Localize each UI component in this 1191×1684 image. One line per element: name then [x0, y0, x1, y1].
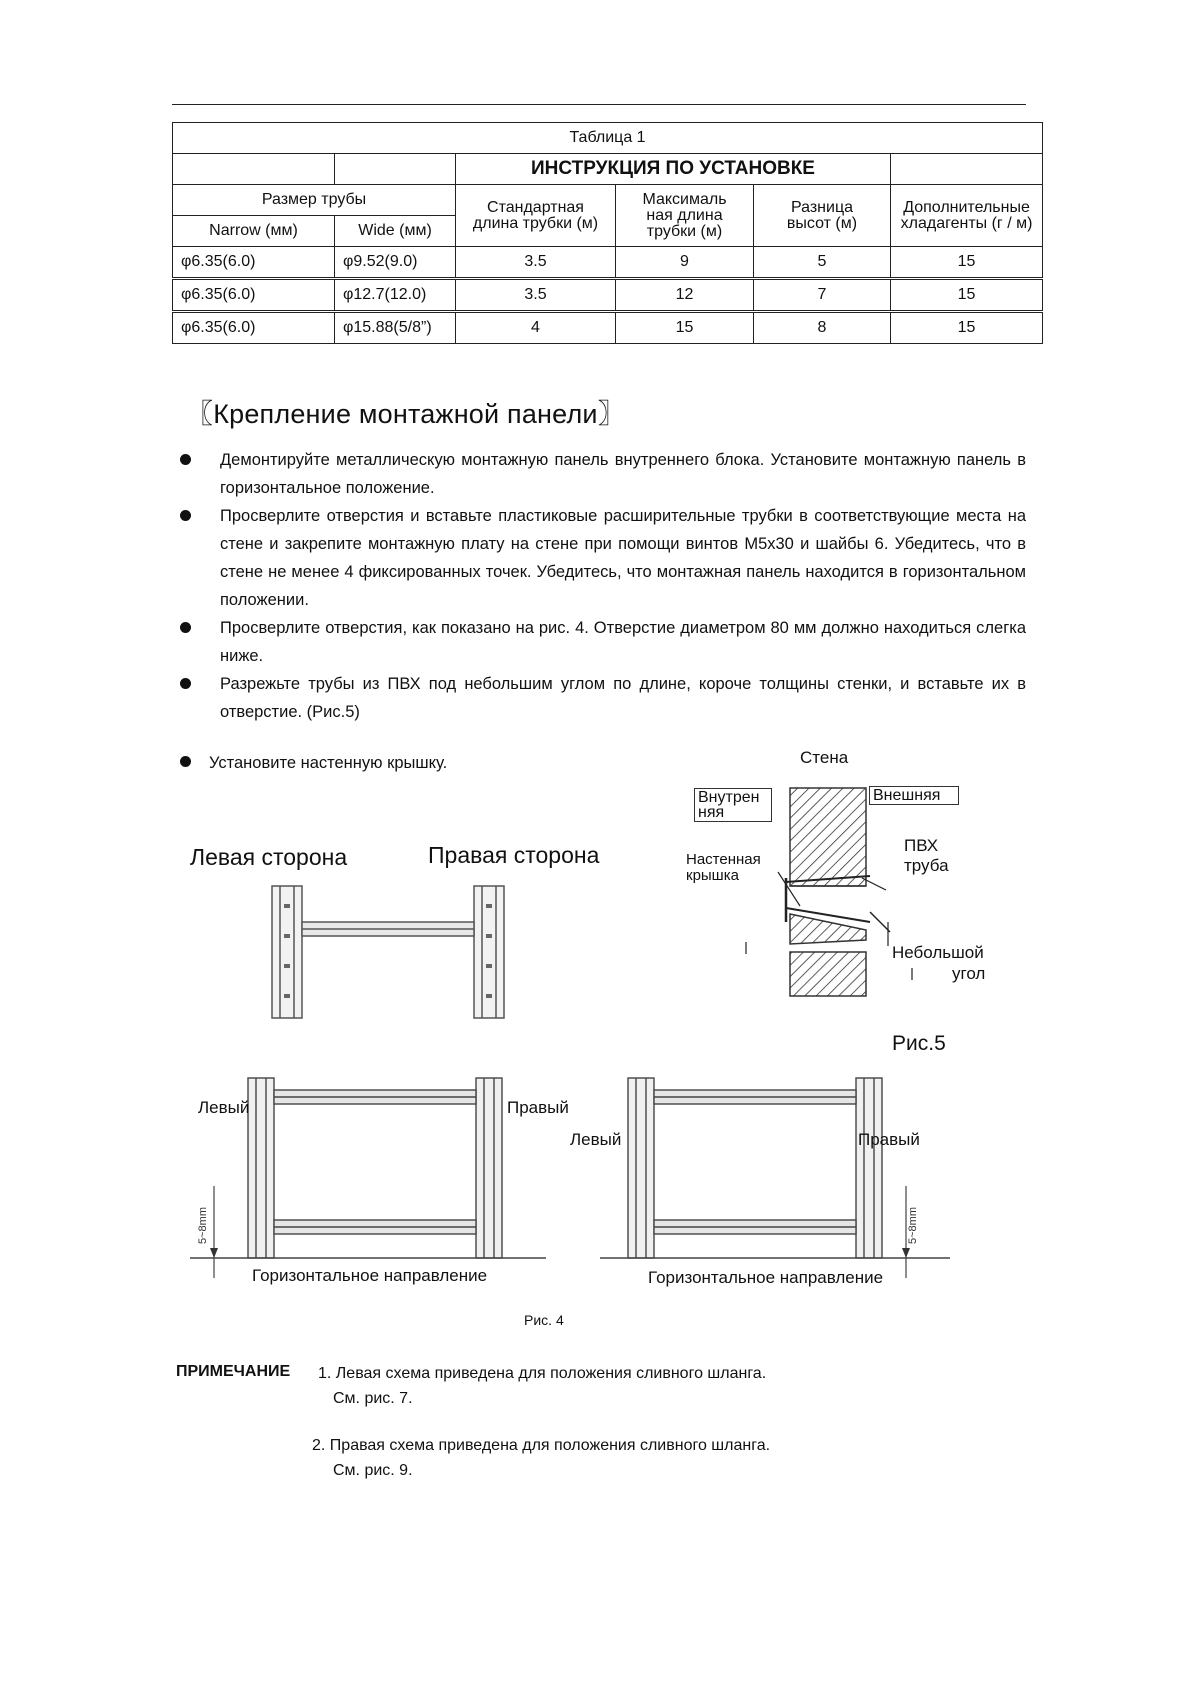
install-table: [172, 122, 1043, 344]
fig4-left-label-right: Правый: [507, 1098, 569, 1117]
fig4-right-label-left: Левый: [570, 1130, 622, 1149]
note-item-1: 1. Левая схема приведена для положения сливного шланга. См. рис. 7.: [318, 1365, 767, 1407]
right-side-label: Правая сторона: [428, 842, 600, 868]
bullet-icon: [180, 756, 191, 767]
panel-sides-diagram: [268, 884, 510, 1022]
fig4-right-label-right: Правый: [858, 1130, 920, 1149]
bullet-icon: [180, 678, 191, 689]
gap-label: 5~8mm: [197, 1207, 209, 1244]
section-title: 〖Крепление монтажной панели〗: [186, 399, 625, 429]
outer-side-box: Внешняя: [869, 786, 959, 805]
inner-side-box: Внутрен няя: [694, 788, 772, 822]
note-heading: ПРИМЕЧАНИЕ: [176, 1363, 291, 1380]
bullet-icon: [180, 622, 191, 633]
bullet-icon: [180, 454, 191, 465]
wall-cover-label: Настенная крышка: [686, 851, 761, 884]
std-length-header: Стандартная длина трубки (м): [456, 185, 616, 247]
note-item-2: 2. Правая схема приведена для положения сливного шланга. См. рис. 9.: [312, 1437, 771, 1479]
top-rule: [172, 104, 1026, 105]
table-row: φ6.35(6.0) φ12.7(12.0) 3.5 12 7 15: [173, 279, 1043, 312]
table-title: ИНСТРУКЦИЯ ПО УСТАНОВКЕ: [456, 154, 891, 185]
table-row: φ6.35(6.0) φ9.52(9.0) 3.5 9 5 15: [173, 247, 1043, 279]
wall-label: Стена: [800, 748, 849, 767]
list-item: Просверлите отверстия и вставьте пластиковые расширительные трубки в соответствующие места на стене и закрепите монтажную плату на стене при помощи винтов М5х30 и шайбы 6. Убедитесь, что в стене не менее 4 фиксированных точек. Убедитесь, что монтажная панель находится в горизонтальном положении.: [176, 502, 1026, 614]
left-side-label: Левая сторона: [190, 844, 348, 870]
table-row: φ6.35(6.0) φ15.88(5/8”) 4 15 8 15: [173, 312, 1043, 344]
fig4-right-horizontal: Горизонтальное направление: [648, 1268, 884, 1287]
bullet-icon: [180, 510, 191, 521]
list-item: Установите настенную крышку.: [180, 754, 447, 773]
pvc-pipe-label: ПВХ труба: [904, 836, 949, 875]
refrigerant-header: Дополнительные хладагенты (г / м): [891, 185, 1043, 247]
fig4-right-diagram: [600, 1076, 956, 1286]
fig5-caption: Рис.5: [892, 1032, 946, 1055]
fig4-left-horizontal: Горизонтальное направление: [252, 1266, 488, 1285]
pipe-size-header: Размер трубы: [173, 185, 456, 216]
height-diff-header: Разница высот (м): [754, 185, 891, 247]
fig4-left-label-left: Левый: [198, 1098, 250, 1117]
gap-label-right: 5~8mm: [907, 1207, 919, 1244]
max-length-header: Максималь ная длина трубки (м): [616, 185, 754, 247]
list-item: Демонтируйте металлическую монтажную панель внутреннего блока. Установите монтажную панель в горизонтальное положение.: [176, 446, 1026, 502]
list-item: Разрежьте трубы из ПВХ под небольшим углом по длине, короче толщины стенки, и вставьте их в отверстие. (Рис.5): [176, 670, 1026, 726]
fig4-caption: Рис. 4: [524, 1312, 564, 1328]
wide-header: Wide (мм): [335, 216, 456, 247]
narrow-header: Narrow (мм): [173, 216, 335, 247]
list-item: Просверлите отверстия, как показано на рис. 4. Отверстие диаметром 80 мм должно находиться слегка ниже.: [176, 614, 1026, 670]
bullet-list: [176, 446, 1026, 726]
table-caption: Таблица 1: [173, 123, 1043, 154]
slight-angle-label: Небольшой угол: [892, 943, 986, 983]
